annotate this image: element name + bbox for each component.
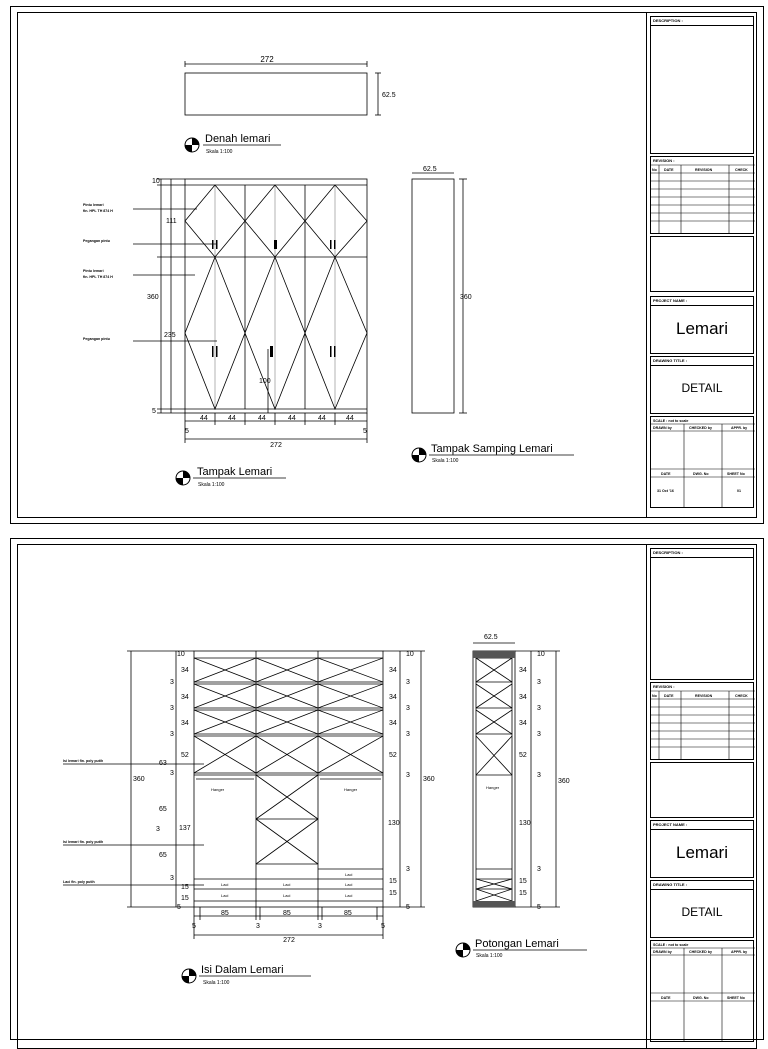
drawn-by-2: DRAWN by xyxy=(653,950,672,954)
bottom-left-dim: 5 xyxy=(185,428,189,435)
dim-total: 360 xyxy=(147,294,159,301)
laci-3: Laci xyxy=(283,882,291,887)
left-dim-9: 3 xyxy=(170,770,174,777)
rev2-col-check: CHECK xyxy=(735,694,748,698)
rev-col-check: CHECK xyxy=(735,168,748,172)
callout-laci: Laci fin. poly putih xyxy=(63,880,95,884)
side-elevation-rect xyxy=(412,179,454,413)
left-dim-10: 137 xyxy=(179,825,191,832)
left-extra-63: 63 xyxy=(159,760,167,767)
laci-2: Laci xyxy=(221,893,229,898)
left-dim-7: 3 xyxy=(170,731,174,738)
drawing-title-2: DETAIL xyxy=(681,905,723,919)
right-dim-9: 3 xyxy=(406,772,410,779)
left-extra-65: 65 xyxy=(159,806,167,813)
denah-depth-label: 62.5 xyxy=(382,92,396,99)
title-block xyxy=(646,12,757,518)
tampak-title-symbol xyxy=(176,471,190,485)
right-dim-2: 34 xyxy=(389,667,397,674)
samping-title: Tampak Samping Lemari xyxy=(431,443,553,455)
laci-7: Laci xyxy=(345,893,353,898)
revision-box xyxy=(650,156,754,234)
laci-4: Laci xyxy=(283,893,291,898)
left-dim-14: 15 xyxy=(181,895,189,902)
dim-upper: 111 xyxy=(166,218,177,225)
callout-1-line1: Pintu lemari xyxy=(83,203,104,207)
section-cabinet xyxy=(473,651,515,907)
pot-dim-10: 130 xyxy=(519,820,531,827)
potongan-scale: Skala 1:100 xyxy=(476,953,503,959)
bottom-seg-3: 44 xyxy=(258,415,266,422)
scale-label-2: SCALE : not to scale xyxy=(653,943,689,947)
bottom-seg-5: 44 xyxy=(318,415,326,422)
sheet-value: 01 xyxy=(737,489,741,493)
right-dim-1: 10 xyxy=(406,651,414,658)
right-dim-4: 34 xyxy=(389,694,397,701)
rev-col-no: No xyxy=(652,168,657,172)
right-dim-5: 3 xyxy=(406,705,410,712)
right-dim-12: 15 xyxy=(389,878,397,885)
denah-title: Denah lemari xyxy=(205,133,271,145)
date-value: 31 Oct '16 xyxy=(657,489,674,493)
dim-width: 272 xyxy=(270,442,282,449)
samping-height-label: 360 xyxy=(460,294,472,301)
scale-box-2 xyxy=(650,940,754,1042)
pot-dim-8: 52 xyxy=(519,752,527,759)
description-label: DESCRIPTION : xyxy=(653,18,683,23)
bottom-seg-4: 44 xyxy=(288,415,296,422)
left-extra-360: 360 xyxy=(133,776,145,783)
hanger-left: Hanger xyxy=(211,787,225,792)
rev-col-date: DATE xyxy=(664,168,674,172)
bottom-seg-6: 44 xyxy=(346,415,354,422)
project-name-box xyxy=(650,296,754,354)
right-dim-13: 15 xyxy=(389,890,397,897)
drawing-title: DETAIL xyxy=(681,381,723,395)
pot-dim-7: 3 xyxy=(537,731,541,738)
right-dim-7: 3 xyxy=(406,731,410,738)
sheet-label: SHEET No xyxy=(727,472,745,476)
left-dim-12: 3 xyxy=(170,875,174,882)
drawing-title-box xyxy=(650,356,754,414)
isi-scale: Skala 1:100 xyxy=(203,980,230,986)
project-name-2: Lemari xyxy=(676,843,728,862)
blank-box xyxy=(650,236,754,292)
denah-scale: Skala 1:100 xyxy=(206,149,233,155)
right-dim-3: 3 xyxy=(406,679,410,686)
checked-by: CHECKED by xyxy=(689,426,712,430)
appr-by-2: APPR. by xyxy=(731,950,748,954)
title-block-2 xyxy=(646,544,757,1049)
hanger-right: Hanger xyxy=(344,787,358,792)
pot-dim-13: 15 xyxy=(519,890,527,897)
project-name-box-2 xyxy=(650,820,754,878)
revision-label-2: REVISION : xyxy=(653,684,675,689)
pot-dim-11: 3 xyxy=(537,866,541,873)
right-dim-6: 34 xyxy=(389,720,397,727)
dim-lower: 235 xyxy=(164,332,176,339)
rev2-col-revision: REVISION xyxy=(695,694,713,698)
callout-2-line1: Pegangan pintu xyxy=(83,239,110,243)
drawing-title-label: DRAWING TITLE : xyxy=(653,358,687,363)
appr-by: APPR. by xyxy=(731,426,748,430)
checked-by-2: CHECKED by xyxy=(689,950,712,954)
left-dim-11: 65 xyxy=(159,852,167,859)
pot-dim-3: 3 xyxy=(537,679,541,686)
left-dim-6: 34 xyxy=(181,720,189,727)
bot-seg-3: 3 xyxy=(256,923,260,930)
samping-title-symbol xyxy=(412,448,426,462)
left-dim-13: 15 xyxy=(181,884,189,891)
right-dim-10: 130 xyxy=(388,820,400,827)
callout-isi-1: Isi lemari fin. poly putih xyxy=(63,759,104,763)
drawing-title-box-2 xyxy=(650,880,754,938)
pot-dim-2: 34 xyxy=(519,667,527,674)
lower-diamond-3 xyxy=(305,257,367,409)
dim-top: 10 xyxy=(152,178,160,185)
callout-1-line2: fin. HPL TH 874 H xyxy=(83,209,113,213)
description-box xyxy=(650,16,754,154)
rev2-col-date: DATE xyxy=(664,694,674,698)
dwg-label-2: DWG. No xyxy=(693,996,709,1000)
rev2-col-no: No xyxy=(652,694,657,698)
laci-1: Laci xyxy=(221,882,229,887)
isi-title-symbol xyxy=(182,969,196,983)
description-box-2 xyxy=(650,548,754,680)
callout-3-line1: Pintu lemari xyxy=(83,269,104,273)
pot-dim-14: 5 xyxy=(537,904,541,911)
bottom-seg-1: 44 xyxy=(200,415,208,422)
bottom-right-dim: 5 xyxy=(363,428,367,435)
blank-box-2 xyxy=(650,762,754,818)
revision-label: REVISION : xyxy=(653,158,675,163)
drawing-sheet-2 xyxy=(10,538,764,1040)
pot-total: 360 xyxy=(558,778,570,785)
dim-bottom: 5 xyxy=(152,408,156,415)
left-dim-5: 3 xyxy=(170,705,174,712)
samping-scale: Skala 1:100 xyxy=(432,458,459,464)
dwg-label: DWG. No xyxy=(693,472,709,476)
pot-dim-5: 3 xyxy=(537,705,541,712)
left-dim-15: 5 xyxy=(177,904,181,911)
pot-dim-4: 34 xyxy=(519,694,527,701)
bot-seg-5: 3 xyxy=(318,923,322,930)
callout-4-line1: Pegangan pintu xyxy=(83,337,110,341)
right-dim-8: 52 xyxy=(389,752,397,759)
laci-5: Laci xyxy=(345,872,353,877)
description-label-2: DESCRIPTION : xyxy=(653,550,683,555)
potongan-title-symbol xyxy=(456,943,470,957)
left-dim-4: 34 xyxy=(181,694,189,701)
revision-box-2 xyxy=(650,682,754,760)
pot-dim-6: 34 xyxy=(519,720,527,727)
denah-width-label: 272 xyxy=(260,55,274,64)
upper-diamond-3 xyxy=(305,185,367,257)
project-name-label: PROJECT NAME : xyxy=(653,298,688,303)
drawing-sheet-1 xyxy=(10,6,764,524)
bot-seg-2: 85 xyxy=(221,910,229,917)
denah-plan-rect xyxy=(185,73,367,115)
dim-handle: 100 xyxy=(259,378,271,385)
date-label: DATE xyxy=(661,472,671,476)
isi-title: Isi Dalam Lemari xyxy=(201,964,284,976)
hanger-section: Hanger xyxy=(486,785,500,790)
bot-seg-6: 85 xyxy=(344,910,352,917)
left-dim-3: 3 xyxy=(170,679,174,686)
right-dim-14: 5 xyxy=(406,904,410,911)
sheet-label-2: SHEET No xyxy=(727,996,745,1000)
left-extra-3: 3 xyxy=(156,826,160,833)
bot-seg-1: 5 xyxy=(192,923,196,930)
bot-total: 272 xyxy=(283,937,295,944)
left-dim-2: 34 xyxy=(181,667,189,674)
wardrobe-front xyxy=(185,179,367,413)
right-total: 360 xyxy=(423,776,435,783)
pot-dim-12: 15 xyxy=(519,878,527,885)
bot-seg-7: 5 xyxy=(381,923,385,930)
bot-seg-4: 85 xyxy=(283,910,291,917)
scale-label: SCALE : not to scale xyxy=(653,419,689,423)
section-hatch xyxy=(473,651,515,907)
drawn-by: DRAWN by xyxy=(653,426,672,430)
callout-isi-2: Isi lemari fin. poly putih xyxy=(63,840,104,844)
bottom-seg-2: 44 xyxy=(228,415,236,422)
right-dim-11: 3 xyxy=(406,866,410,873)
denah-title-symbol xyxy=(185,138,199,152)
laci-6: Laci xyxy=(345,882,353,887)
project-name-label-2: PROJECT NAME : xyxy=(653,822,688,827)
project-name: Lemari xyxy=(676,319,728,338)
samping-width-label: 62.5 xyxy=(423,166,437,173)
pot-dim-9: 3 xyxy=(537,772,541,779)
potongan-title: Potongan Lemari xyxy=(475,938,559,950)
callout-3-line2: fin. HPL TH 874 H xyxy=(83,275,113,279)
left-dim-8: 52 xyxy=(181,752,189,759)
tampak-title: Tampak Lemari xyxy=(197,466,273,478)
rev-col-revision: REVISION xyxy=(695,168,713,172)
drawing-title-label-2: DRAWING TITLE : xyxy=(653,882,687,887)
scale-box xyxy=(650,416,754,508)
left-dim-1: 10 xyxy=(177,651,185,658)
pot-dim-1: 10 xyxy=(537,651,545,658)
section-width: 62.5 xyxy=(484,634,498,641)
date-label-2: DATE xyxy=(661,996,671,1000)
tampak-scale: Skala 1:100 xyxy=(198,482,225,488)
